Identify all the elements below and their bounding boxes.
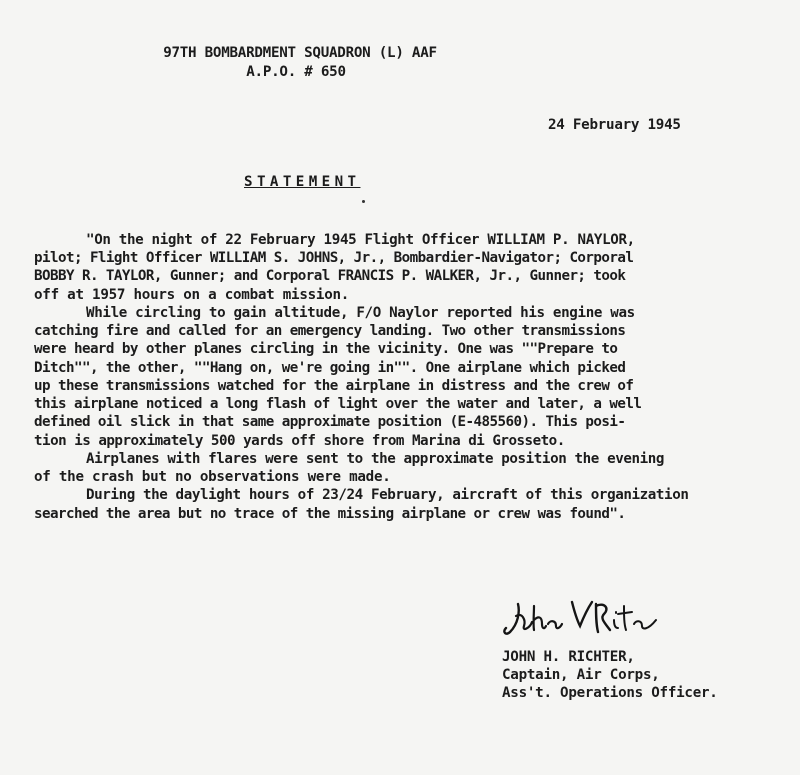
body-line: While circling to gain altitude, F/O Naylor reported his engine was	[86, 305, 635, 321]
body-line: this airplane noticed a long flash of light over the water and later, a well	[34, 396, 642, 412]
body-line: During the daylight hours of 23/24 February, aircraft of this organization	[86, 487, 689, 503]
body-line: were heard by other planes circling in the vicinity. One was ""Prepare to	[34, 341, 618, 357]
signer-rank: Captain, Air Corps,	[502, 667, 660, 683]
body-line: defined oil slick in that same approximate position (E-485560). This posi-	[34, 414, 626, 430]
statement-title: STATEMENT	[244, 174, 361, 190]
body-line: catching fire and called for an emergency landing. Two other transmissions	[34, 323, 626, 339]
body-line: up these transmissions watched for the airplane in distress and the crew of	[34, 378, 634, 394]
apo-number: A.P.O. # 650	[246, 64, 346, 80]
decorative-dot	[362, 200, 365, 203]
body-line: "On the night of 22 February 1945 Flight Officer WILLIAM P. NAYLOR,	[86, 232, 635, 248]
body-line: searched the area but no trace of the missing airplane or crew was found".	[34, 506, 626, 522]
body-line: of the crash but no observations were made.	[34, 469, 391, 485]
body-line: pilot; Flight Officer WILLIAM S. JOHNS, Jr., Bombardier-Navigator; Corporal	[34, 250, 634, 266]
body-line: BOBBY R. TAYLOR, Gunner; and Corporal FRANCIS P. WALKER, Jr., Gunner; took	[34, 268, 626, 284]
body-line: Ditch"", the other, ""Hang on, we're going in"". One airplane which picked	[34, 360, 626, 376]
signer-name: JOHN H. RICHTER,	[502, 649, 635, 665]
document-date: 24 February 1945	[548, 117, 681, 133]
signer-title: Ass't. Operations Officer.	[502, 685, 718, 701]
body-line: tion is approximately 500 yards off shore from Marina di Grosseto.	[34, 433, 565, 449]
handwritten-signature-icon	[500, 598, 660, 644]
body-line: off at 1957 hours on a combat mission.	[34, 287, 350, 303]
squadron-header: 97TH BOMBARDMENT SQUADRON (L) AAF	[163, 45, 437, 61]
body-line: Airplanes with flares were sent to the approximate position the evening	[86, 451, 665, 467]
